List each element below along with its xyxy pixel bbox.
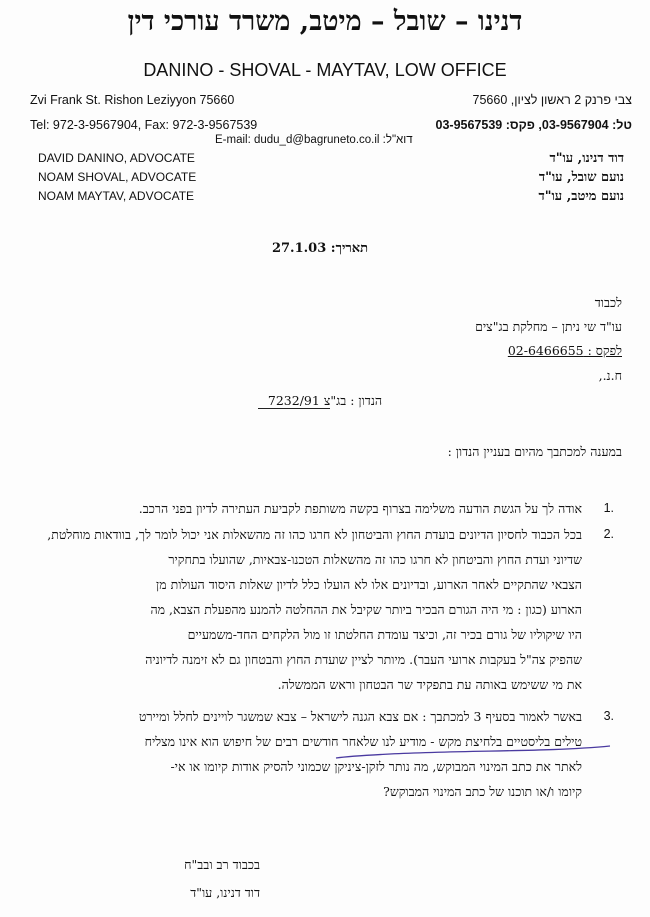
item-2-line-1: בכל הכבוד לחסיון הדיונים בועדת החוץ והביטחון לא חרגו כהו זה מהשאלות אני יכול לומר לך, בוודאות מוחלטת, [47, 527, 582, 542]
recipient-fax: לפקס : 02-6466655 [507, 343, 622, 358]
item-2-line-2: שדיוני ועדת החוץ והביטחון לא חרגו כהו זה מהשאלות הטכנו-צבאיות, שהועלו בתחקיר [168, 552, 582, 567]
lawyer-he-2: נועם שובל, עו"ד [538, 170, 624, 185]
phone-english: Tel: 972-3-9567904, Fax: 972-3-9567539 [30, 118, 258, 132]
lawyer-en-1: DAVID DANINO, ADVOCATE [38, 151, 195, 165]
recipient-greeting: ח.נ., [598, 368, 622, 383]
item-2-line-7: את מי ששימש באותה עת בתפקיד שר הבטחון וראש הממשלה. [277, 677, 582, 692]
closing-regards: בכבוד רב ובב"ח [184, 857, 260, 872]
lawyer-he-3: נועם מיטב, עו"ד [538, 189, 624, 204]
item-2-line-5: היו שיקוליו של גורם בכיר זה, וכיצד עומדת החלטתו זו מול הלקחים החד-משמעיים [187, 627, 582, 642]
item-2-line-6: שהפיק צה"ל בעקבות ארועי העבר). מיותר לציין שועדת החוץ והבטחון גם לא זימנה לדיוניה [145, 652, 582, 667]
item-1-line-1: אודה לך על הגשת הודעה משלימה בצרוף בקשה משותפת לקביעת העתירה לדיון בפני הרכב. [138, 501, 582, 516]
recipient-salutation: לכבוד [594, 295, 622, 310]
email-line: E-mail: dudu_d@bagruneto.co.il :דוא"ל [215, 134, 413, 146]
item-3-line-4: קיומו ו/או תוכנו של כתב המינוי המבוקש? [383, 784, 582, 799]
closing-signature: דוד דנינו, עו"ד [190, 885, 260, 900]
item-3-line-2: טילים בליסטיים בלחיצת מקש - מודיע לנו שלאחר חודשים רבים של חיפוש הוא אינו מצליח [144, 734, 582, 749]
address-hebrew: צבי פרנק 2 ראשון לציון, 75660 [472, 93, 632, 107]
item-2-line-4: הארוע (כגון : מי היה הגורם הבכיר ביותר שקיבל את ההחלטה להמנע מהפעלת הצבא, מה [150, 602, 582, 617]
subject-line: הנדון : בג"צ 7232/91 [267, 393, 383, 408]
intro-line: במענה למכתבך מהיום בעניין הנדון : [447, 444, 622, 459]
address-english: Zvi Frank St. Rishon Leziyyon 75660 [30, 93, 235, 107]
recipient-name: עו"ד שי ניתן – מחלקת בג"צים [475, 319, 622, 334]
item-3-line-3: לאתר את כתב המינוי המבוקש, מה נותר לזקן-ציניקן שכמוני להסיק אודות קיומו או אי- [170, 759, 582, 774]
item-3-line-1: באשר לאמור בסעיף 3 למכתבך : אם צבא הגנה לישראל – צבא שמשגר לויינים לחלל ומיירט [138, 709, 582, 724]
letterhead-title-english: DANINO - SHOVAL - MAYTAV, LOW OFFICE [143, 60, 507, 80]
subject-underline [258, 408, 330, 409]
item-3-number: 3. [603, 709, 614, 723]
letterhead-title-hebrew: דנינו – שובל – מיטב, משרד עורכי דין [127, 6, 523, 37]
lawyer-he-1: דוד דנינו, עו"ד [549, 151, 624, 166]
item-2-line-3: הצבאי שהתקיים לאחר הארוע, ובדיונים אלו לא הועלו כלל לדיון שאלות היסוד העולות מן [156, 577, 582, 592]
phone-hebrew: טל: 03-9567904, פקס: 03-9567539 [435, 118, 632, 132]
item-1-number: 1. [603, 501, 614, 515]
item-2-number: 2. [603, 527, 614, 541]
lawyer-en-3: NOAM MAYTAV, ADVOCATE [38, 189, 195, 203]
lawyer-en-2: NOAM SHOVAL, ADVOCATE [38, 170, 197, 184]
handwritten-underline [330, 740, 620, 770]
date-line: תאריך: 27.1.03 [271, 241, 369, 256]
